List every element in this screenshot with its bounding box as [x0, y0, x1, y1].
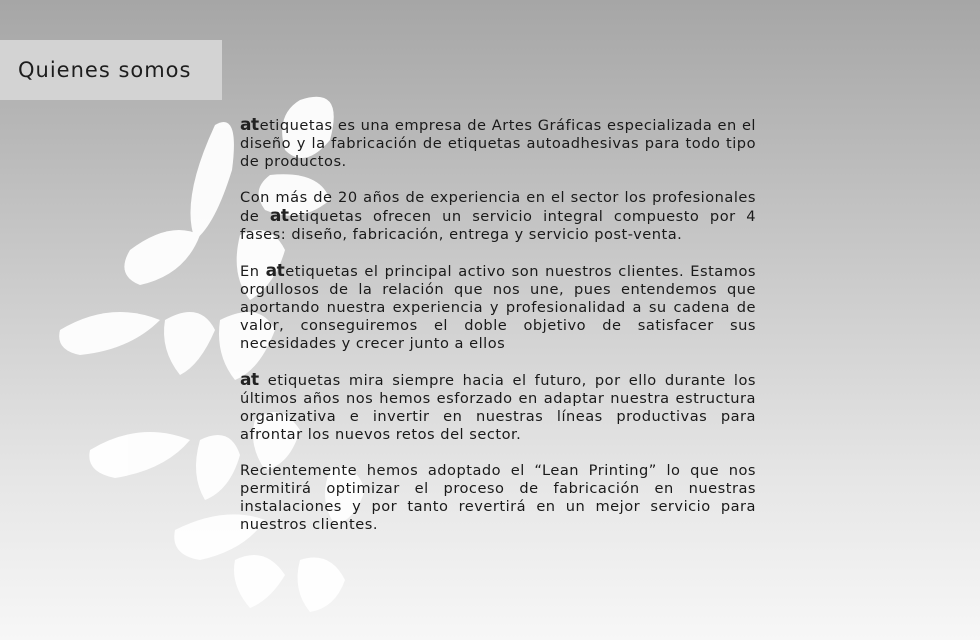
brand-logo: at: [265, 261, 285, 281]
paragraph-future: [240, 371, 756, 444]
brand-name: etiquetas: [285, 263, 359, 280]
paragraph-intro: [240, 116, 756, 171]
paragraph-text: el principal activo son nuestros clientes. Estamos orgullosos de la relación que nos une, pues entendemos que aportando nuestra experiencia y profesionalidad a su cadena de valor, conseguiremos el doble objetivo de satisfacer sus necesidades y crecer junto a ellos: [240, 263, 757, 352]
brand-logo: at: [240, 115, 259, 135]
brand-logo: at: [269, 206, 289, 226]
brand-logo: at: [240, 370, 259, 390]
about-content: [240, 116, 756, 552]
page-title: Quienes somos: [18, 58, 192, 82]
paragraph-experience: [240, 189, 756, 244]
paragraph-text: Con más de 20 años de experiencia en el sector los profesionales de: [240, 189, 756, 225]
paragraph-text: etiquetas mira siempre hacia el futuro, por ello durante los últimos años nos hemos esforzado en adaptar nuestra estructura organizativa e invertir en nuestras líneas productivas para afrontar los nuevos retos del sector.: [240, 372, 756, 443]
brand-name: etiquetas: [259, 117, 333, 134]
paragraph-clients: [240, 262, 756, 353]
paragraph-text: ofrecen un servicio integral compuesto por 4 fases: diseño, fabricación, entrega y servicio post-venta.: [240, 208, 756, 243]
paragraph-text: En: [240, 263, 266, 280]
brand-name: etiquetas: [289, 208, 363, 225]
paragraph-text: es una empresa de Artes Gráficas especializada en el diseño y la fabricación de etiquetas autoadhesivas para todo tipo de productos.: [240, 117, 756, 170]
paragraph-lean-printing: Recientemente hemos adoptado el “Lean Printing” lo que nos permitirá optimizar el proceso de fabricación en nuestras instalaciones y por tanto revertirá en un mejor servicio para nuestros clientes.: [240, 462, 756, 533]
section-title-box: [0, 40, 222, 100]
